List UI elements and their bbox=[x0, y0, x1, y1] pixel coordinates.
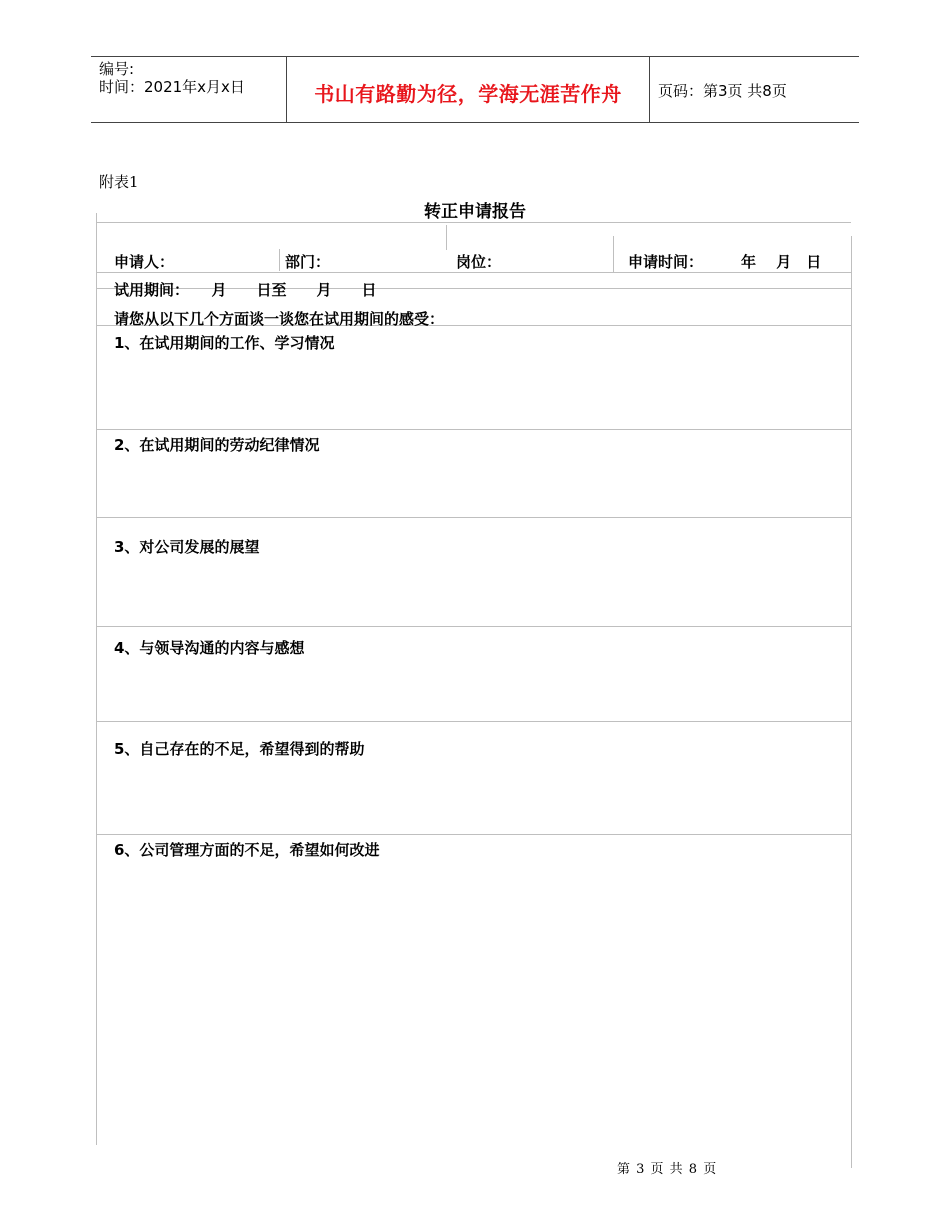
apply-time-label: 申请时间： bbox=[628, 253, 704, 271]
probation-period-label: 试用期间： 月 日至 月 日 bbox=[114, 281, 377, 299]
divider-position-time bbox=[613, 236, 614, 272]
table-top-rule bbox=[96, 222, 851, 223]
table-header-divider bbox=[446, 225, 447, 250]
department-label: 部门： bbox=[285, 253, 331, 271]
divider-applicant-dept bbox=[279, 249, 280, 271]
date-label: 时间：2021年x月x日 bbox=[99, 78, 245, 96]
page-footer: 第 3 页 共 8 页 bbox=[617, 1162, 717, 1177]
form-title: 转正申请报告 bbox=[424, 202, 526, 222]
row-rule-1 bbox=[96, 272, 851, 273]
section-5-heading: 5、自己存在的不足，希望得到的帮助 bbox=[114, 740, 365, 758]
applicant-label: 申请人： bbox=[114, 253, 175, 271]
header-motto: 书山有路勤为径，学海无涯苦作舟 bbox=[314, 82, 622, 106]
header-top-rule bbox=[91, 56, 859, 57]
section-3-heading: 3、对公司发展的展望 bbox=[114, 538, 260, 556]
serial-number-label: 编号: bbox=[99, 60, 135, 78]
section-rule-3 bbox=[96, 626, 851, 627]
apply-date-units: 年 月 日 bbox=[741, 253, 822, 271]
section-2-heading: 2、在试用期间的劳动纪律情况 bbox=[114, 436, 320, 454]
section-rule-4 bbox=[96, 721, 851, 722]
position-label: 岗位： bbox=[456, 253, 502, 271]
section-4-heading: 4、与领导沟通的内容与感想 bbox=[114, 639, 305, 657]
table-right-border bbox=[851, 236, 852, 1168]
form-prompt: 请您从以下几个方面谈一谈您在试用期间的感受： bbox=[114, 310, 445, 328]
header-divider-right bbox=[649, 56, 650, 122]
appendix-label: 附表1 bbox=[99, 173, 139, 191]
header-bottom-rule bbox=[91, 122, 859, 123]
section-1-heading: 1、在试用期间的工作、学习情况 bbox=[114, 334, 335, 352]
section-rule-5 bbox=[96, 834, 851, 835]
section-rule-2 bbox=[96, 517, 851, 518]
section-rule-1 bbox=[96, 429, 851, 430]
page-indicator: 页码：第3页 共8页 bbox=[658, 82, 787, 100]
table-left-border bbox=[96, 213, 97, 1145]
section-6-heading: 6、公司管理方面的不足，希望如何改进 bbox=[114, 841, 380, 859]
